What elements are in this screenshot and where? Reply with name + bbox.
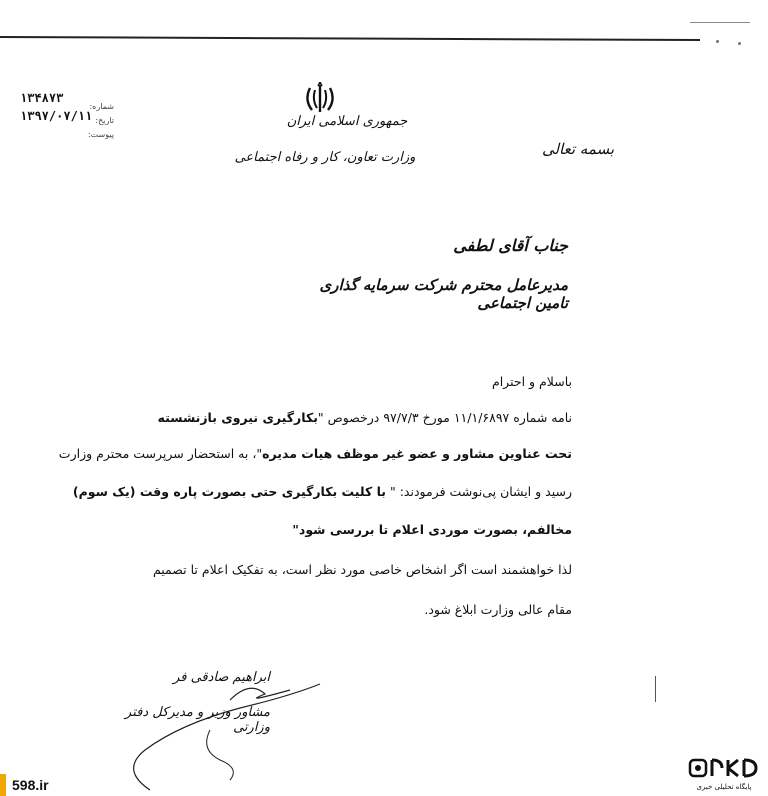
iran-emblem-icon [302,82,338,116]
body-segment-bold: بکارگیری نیروی بازنشسته [157,410,318,425]
margin-mark [655,676,656,702]
signer-name: ابراهیم صادقی فر [173,670,270,685]
body-line [42,446,572,461]
signer-title: مشاور وزیر و مدیرکل دفتر وزارتی [125,705,270,735]
body-line: مقام عالی وزارت ابلاغ شود. [424,602,572,617]
watermark-text: 598.ir [12,777,49,793]
number-label: شماره: [89,102,114,111]
body-segment: رسید و ایشان پی‌نوشت فرمودند: " [386,484,572,499]
body-line: مخالفم، بصورت موردی اعلام تا بررسی شود" [292,522,572,537]
attachment-label: پیوست: [87,130,114,139]
site-watermark-left [0,774,80,796]
scan-speck [716,40,719,43]
body-line [42,410,572,425]
598-logo-icon [688,756,760,782]
body-segment: "، به استحضار سرپرست محترم وزارت [58,446,263,461]
scan-speck [738,42,741,45]
greeting: باسلام و احترام [491,374,572,389]
page-edge-line-top-right [690,22,750,23]
watermark-caption: پایگاه تحلیلی خبری [696,783,752,791]
body-segment-bold: تحت عناوین مشاور و عضو غیر موظف هیات مدیره [262,446,572,461]
body-segment: نامه شماره ۱۱/۱/۶۸۹۷ مورخ ۹۷/۷/۳ درخصوص " [317,410,572,425]
watermark-accent-bar [0,774,6,796]
meta-values [20,90,93,126]
site-watermark-right [688,756,760,792]
addressee-name: جناب آقای لطفی [453,236,568,255]
bismillah: بسمه تعالی [541,140,615,158]
body-line [42,484,572,499]
date-label: تاریخ: [95,116,114,125]
addressee-title: مدیرعامل محترم شرکت سرمایه گذاری تامین اجتماعی [319,276,568,312]
letter-date: ۱۳۹۷/۰۷/۱۱ [20,109,93,123]
body-line: لذا خواهشمند است اگر اشخاص خاصی مورد نظر است، به تفکیک اعلام تا تصمیم [152,562,572,577]
body-segment-bold: با کلیت بکارگیری حتی بصورت پاره وقت (یک سوم) [72,484,386,499]
country-heading: جمهوری اسلامی ایران [286,114,408,129]
page-edge-line [0,36,700,41]
ministry-heading: وزارت تعاون، کار و رفاه اجتماعی [234,150,416,165]
letter-number: ۱۳۴۸۷۳ [20,91,64,105]
